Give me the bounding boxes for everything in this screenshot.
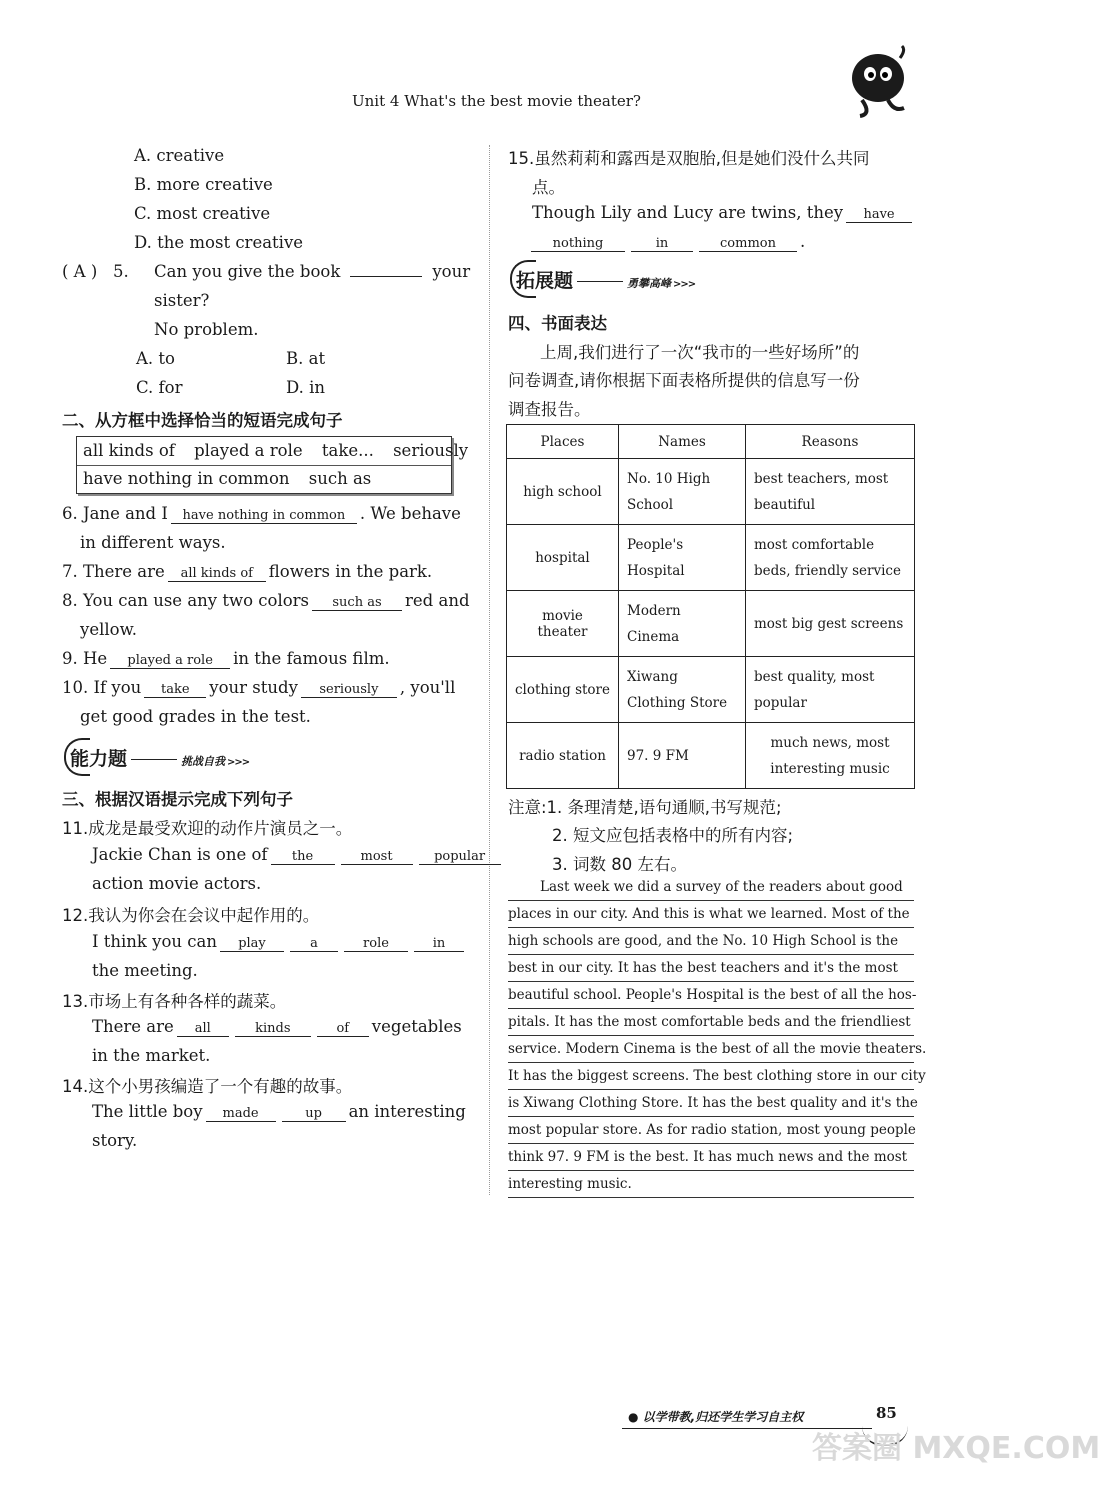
table-cell: hospital [507,525,619,591]
q14-cont: story. [92,1131,138,1150]
q12-cn: 12.我认为你会在会议中起作用的。 [62,906,320,925]
table-cell: much news, most interesting music [746,723,915,789]
section2-heading: 二、从方框中选择恰当的短语完成句子 [62,411,343,430]
q7: 7. There are all kinds of flowers in the park. [62,562,433,581]
q11: Jackie Chan is one of the most popular [92,845,504,865]
q15-cont: nothing in common . [528,232,805,252]
column-divider [489,145,490,1195]
note-2: 2. 短文应包括表格中的所有内容; [552,826,794,845]
table-cell: best teachers, most beautiful [746,459,915,525]
q5-answer: ( A ) [62,262,98,281]
option-d: D. the most creative [134,233,304,252]
essay-line: think 97. 9 FM is the best. It has much news and the most [508,1144,914,1171]
section4-intro: 调查报告。 [508,400,591,419]
table-cell: best quality, most popular [746,657,915,723]
q5-option-a: A. to [136,349,175,368]
phrase: such as [308,469,372,488]
phrase: all kinds of [83,441,175,460]
footer-rule [622,1428,872,1429]
note-3: 3. 词数 80 左右。 [552,855,687,874]
option-b: B. more creative [134,175,273,194]
q5-text-2: sister? [154,291,210,310]
q15-cn: 15.虽然莉莉和露西是双胞胎,但是她们没什么共同 [508,149,870,168]
q14: The little boy made up an interesting [92,1102,466,1121]
note-1: 注意:1. 条理清楚,语句通顺,书写规范; [508,798,782,817]
q12: I think you can play a role in [92,932,467,952]
essay-line: pitals. It has the most comfortable beds and the friendliest [508,1009,914,1036]
ability-badge: 能力题 挑战自我 >>> [70,744,249,771]
essay-line: places in our city. And this is what we learned. Most of the [508,901,914,928]
table-cell: clothing store [507,657,619,723]
table-cell: 97. 9 FM [619,723,746,789]
q5-number: 5. [113,262,129,281]
q15: Though Lily and Lucy are twins, they have [532,203,915,223]
q13-cont: in the market. [92,1046,211,1065]
q8-cont: yellow. [80,620,137,639]
page-header-title: Unit 4 What's the best movie theater? [352,92,641,110]
essay-line: interesting music. [508,1171,914,1198]
watermark: 答案圈 MXQE.COM [812,1431,1100,1466]
extension-badge: 拓展题 勇攀高峰 >>> [516,266,695,293]
table-row [507,459,915,525]
q14-cn: 14.这个小男孩编造了一个有趣的故事。 [62,1077,353,1096]
table-cell: Xiwang Clothing Store [619,657,746,723]
table-row [507,525,915,591]
phrase: seriously [393,441,469,460]
q9: 9. He played a role in the famous film. [62,649,390,668]
q5-text: Can you give the book your [154,262,471,281]
option-c: C. most creative [134,204,271,223]
table-row [507,723,915,789]
mascot-icon [842,44,912,120]
q5-option-c: C. for [136,378,183,397]
q6: 6. Jane and I have nothing in common . We behave [62,504,461,523]
essay-line: high schools are good, and the No. 10 High School is the [508,928,914,955]
phrase: have nothing in common [83,469,290,488]
q15-cn-2: 点。 [532,178,565,197]
page-number: 85 [876,1404,897,1422]
q11-cont: action movie actors. [92,874,262,893]
q5-reply: No problem. [154,320,259,339]
table-cell: No. 10 High School [619,459,746,525]
option-a: A. creative [134,146,225,165]
section4-intro: 上周,我们进行了一次“我市的一些好场所”的 [540,343,860,362]
essay-line: Last week we did a survey of the readers about good [508,874,914,901]
table-header: Reasons [746,425,915,459]
section3-heading: 三、根据汉语提示完成下列句子 [62,790,293,809]
q6-cont: in different ways. [80,533,226,552]
q11-cn: 11.成龙是最受欢迎的动作片演员之一。 [62,819,353,838]
q8: 8. You can use any two colors such as red and [62,591,470,610]
q5-option-b: B. at [286,349,326,368]
phrase: played a role [194,441,303,460]
q12-cont: the meeting. [92,961,198,980]
q10-cont: get good grades in the test. [80,707,311,726]
q13-cn: 13.市场上有各种各样的蔬菜。 [62,992,287,1011]
table-header-row [507,425,915,459]
table-cell: high school [507,459,619,525]
table-cell: movie theater [507,591,619,657]
q10: 10. If you take your study seriously , you'll [62,678,456,697]
table-cell: radio station [507,723,619,789]
table-row [507,591,915,657]
essay-line: service. Modern Cinema is the best of all the movie theaters. [508,1036,914,1063]
essay-line: best in our city. It has the best teachers and it's the most [508,955,914,982]
table-row [507,657,915,723]
phrase-box [76,436,469,494]
section4-heading: 四、书面表达 [508,314,607,333]
table-header: Places [507,425,619,459]
table-cell: most comfortable beds, friendly service [746,525,915,591]
essay-line: beautiful school. People's Hospital is the best of all the hos- [508,982,914,1009]
phrase: take... [321,441,374,460]
table-header: Names [619,425,746,459]
info-table [506,424,915,789]
table-cell: People's Hospital [619,525,746,591]
q13: There are all kinds of vegetables [92,1017,462,1036]
footer-slogan: ● 以学带教,归还学生学习自主权 [628,1410,804,1424]
q5-option-d: D. in [286,378,326,397]
essay-answer [508,874,927,1198]
table-cell: Modern Cinema [619,591,746,657]
essay-line: most popular store. As for radio station, most young people [508,1117,914,1144]
essay-line: It has the biggest screens. The best clothing store in our city [508,1063,914,1090]
table-cell: most big gest screens [746,591,915,657]
section4-intro: 问卷调查,请你根据下面表格所提供的信息写一份 [508,371,860,390]
essay-line: is Xiwang Clothing Store. It has the best quality and it's the [508,1090,914,1117]
